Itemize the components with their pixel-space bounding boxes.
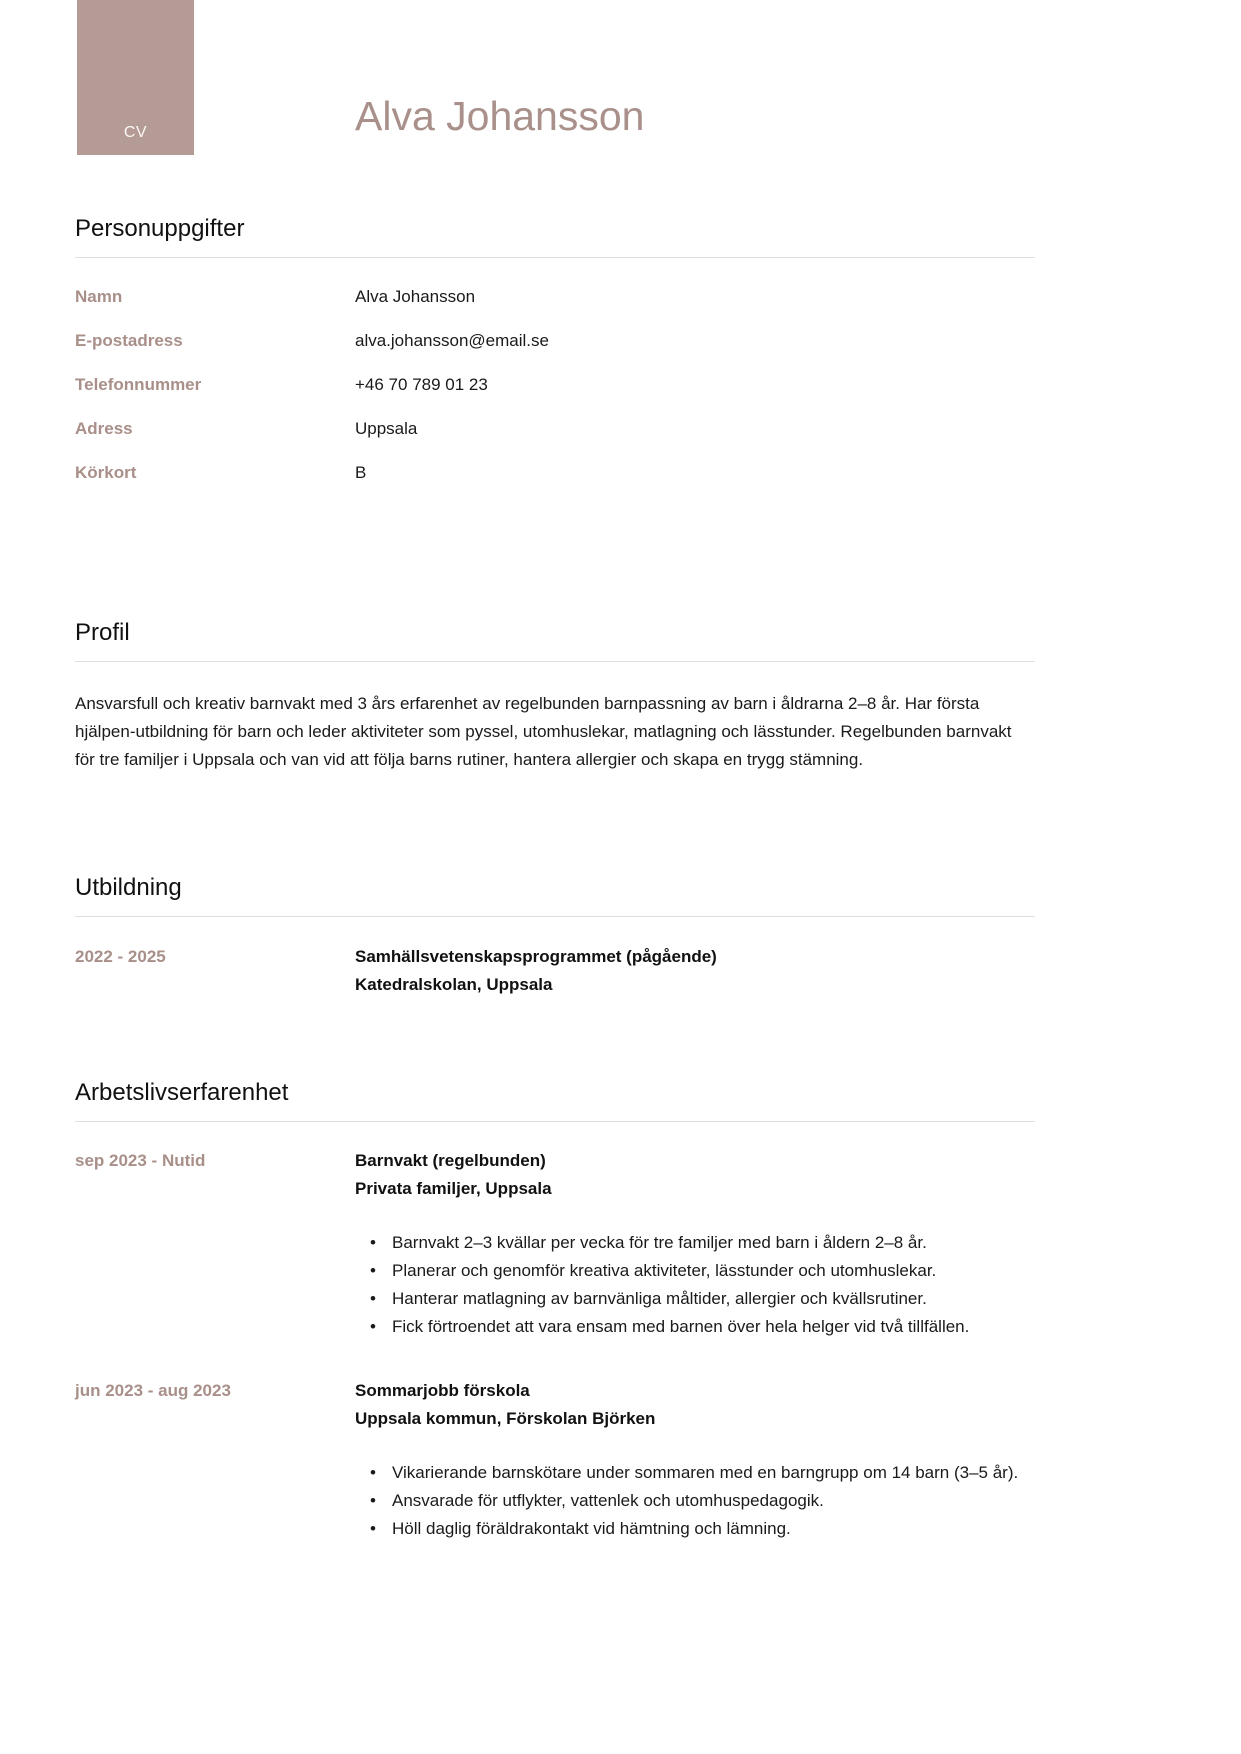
detail-row	[75, 420, 1035, 438]
detail-label: Telefonnummer	[75, 375, 202, 394]
section-divider	[75, 916, 1035, 917]
detail-value: Uppsala	[355, 419, 418, 438]
detail-value: +46 70 789 01 23	[355, 375, 488, 394]
entry-title: Samhällsvetenskapsprogrammet (pågående)	[355, 947, 717, 966]
detail-row	[75, 376, 1035, 394]
bullet-item: • Fick förtroendet att vara ensam med barnen över hela helger vid två tillfällen.	[355, 1313, 1035, 1341]
entry-title: Barnvakt (regelbunden)	[355, 1151, 546, 1170]
cv-badge: CV	[123, 124, 148, 141]
section-profile	[75, 618, 1035, 774]
entry-subtitle: Uppsala kommun, Förskolan Björken	[355, 1409, 656, 1428]
section-heading: Personuppgifter	[75, 215, 245, 242]
detail-row	[75, 288, 1035, 306]
detail-value: B	[355, 463, 367, 482]
entry-body	[355, 943, 1035, 999]
detail-label: Körkort	[75, 463, 137, 482]
bullet-item: • Ansvarade för utflykter, vattenlek och utomhuspedagogik.	[355, 1487, 1035, 1515]
education-entry	[75, 943, 1035, 999]
photo-placeholder-block	[77, 0, 194, 155]
bullet-item: • Hanterar matlagning av barnvänliga måltider, allergier och kvällsrutiner.	[355, 1285, 1035, 1313]
bullet-item: • Höll daglig föräldrakontakt vid hämtning och lämning.	[355, 1515, 1035, 1543]
detail-row	[75, 332, 1035, 350]
entry-bullet-list	[355, 1459, 1035, 1543]
detail-row	[75, 464, 1035, 482]
bullet-item: • Planerar och genomför kreativa aktiviteter, lässtunder och utomhuslekar.	[355, 1257, 1035, 1285]
entry-subtitle: Katedralskolan, Uppsala	[355, 975, 553, 994]
detail-label: E-postadress	[75, 331, 183, 350]
detail-value: Alva Johansson	[355, 287, 476, 306]
section-heading: Profil	[75, 619, 130, 646]
section-experience	[75, 1078, 1035, 1543]
section-heading: Utbildning	[75, 874, 182, 901]
profile-summary: Ansvarsfull och kreativ barnvakt med 3 års erfarenhet av regelbunden barnpassning av barn i åldrarna 2–8 år. Har första hjälpen-utbildning för barn och leder aktiviteter som pyssel, utomhuslekar, matlagning och lässtunder. Regelbunden barnvakt för tre familjer i Uppsala och van vid att följa barns rutiner, hantera allergier och skapa en trygg stämning.	[75, 694, 1012, 769]
section-divider	[75, 661, 1035, 662]
bullet-item: • Barnvakt 2–3 kvällar per vecka för tre familjer med barn i åldern 2–8 år.	[355, 1229, 1035, 1257]
entry-body	[355, 1377, 1035, 1543]
entry-bullet-list	[355, 1229, 1035, 1341]
section-personal-details	[75, 214, 1035, 508]
page-title: Alva Johansson	[355, 93, 645, 139]
section-education	[75, 873, 1035, 999]
experience-entry	[75, 1377, 1035, 1543]
detail-value: alva.johansson@email.se	[355, 331, 549, 350]
entry-dates: jun 2023 - aug 2023	[75, 1381, 231, 1400]
entry-title: Sommarjobb förskola	[355, 1381, 530, 1400]
entry-subtitle: Privata familjer, Uppsala	[355, 1179, 552, 1198]
section-heading: Arbetslivserfarenhet	[75, 1079, 289, 1106]
entry-body	[355, 1147, 1035, 1341]
entry-dates: 2022 - 2025	[75, 947, 166, 966]
bullet-item: • Vikarierande barnskötare under sommaren med en barngrupp om 14 barn (3–5 år).	[355, 1459, 1035, 1487]
entry-dates: sep 2023 - Nutid	[75, 1151, 206, 1170]
detail-label: Namn	[75, 287, 123, 306]
section-divider	[75, 257, 1035, 258]
detail-label: Adress	[75, 419, 133, 438]
section-divider	[75, 1121, 1035, 1122]
personal-details-list	[75, 288, 1035, 482]
experience-entry	[75, 1147, 1035, 1341]
